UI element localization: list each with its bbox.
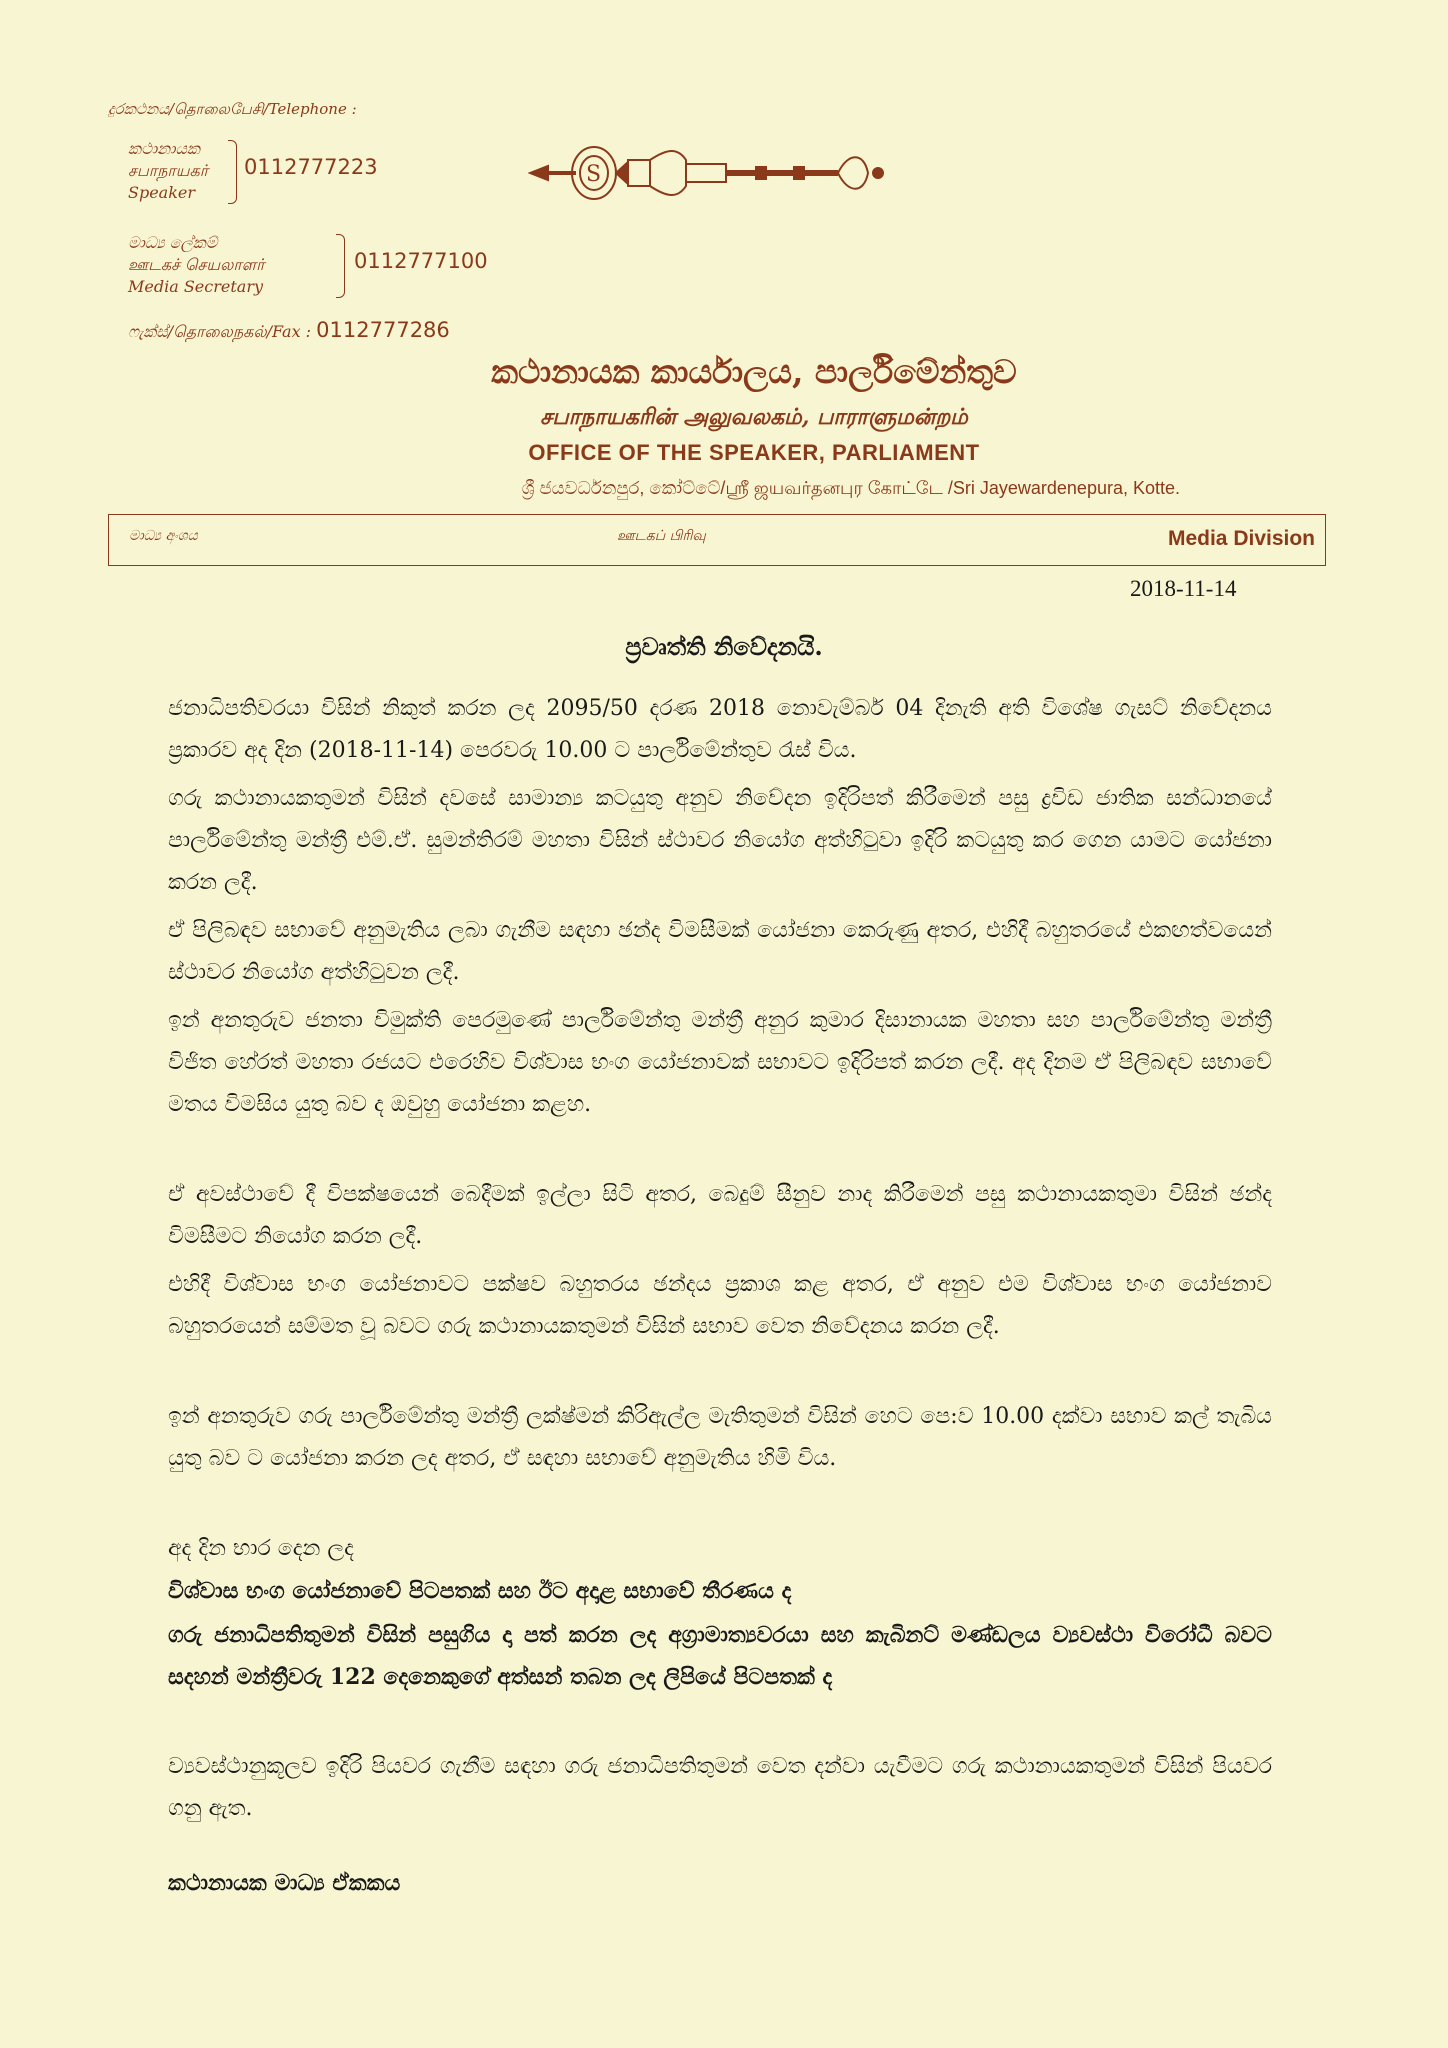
speaker-bracket [228, 140, 237, 204]
media-secretary-bracket [336, 234, 345, 298]
fax-label: ෆැක්ස්/தொலைநகல்/Fax : [128, 322, 312, 341]
speaker-label-si: කථානායක [128, 139, 200, 158]
speaker-contact [128, 138, 378, 204]
svg-text:S: S [586, 162, 602, 187]
document-title: ප්‍රවෘත්ති නිවේදනයි. [625, 632, 823, 661]
release-date: 2018-11-14 [1130, 576, 1237, 601]
media-division-box [108, 514, 1326, 566]
division-label-english: Media Division [1167, 527, 1315, 550]
paragraph-4: ඉන් අනතුරුව ජනතා විමුක්ති පෙරමුණේ පාර්ලිමේන්තු මන්ත්‍රී අනුර කුමාර දිසානායක මහතා සහ පාර්ලිමේන්තු මන්ත්‍රී විජිත හේරත් මහතා රජයට එරෙහිව විශ්වාස භංග යෝජනාවක් සභාවට ඉදිරිපත් කරන ලදී. අද දිනම ඒ පිලිබඳව සභාවේ මතය විමසිය යුතු බව ද ඔවුහු යෝජනා කළහ. [168, 1008, 1272, 1117]
handed-over-item-2: ගරු ජනාධිපතිතුමන් විසින් පසුගිය දා පත් කරන ලද අග්‍රාමාත්‍යවරයා සහ කැබිනට් මණ්ඩලය ව්‍යවස්ථා විරෝධී බවට සදහන් මන්ත්‍රීවරු 122 දෙනෙකුගේ අත්සන් තබන ලද ලිපියේ පිටපතක් ද [168, 1622, 1272, 1690]
handed-over-item-1: විශ්වාස භංග යෝජනාවේ පිටපතක් සහ ඊට අදාළ සභාවේ තීරණය ද [168, 1578, 792, 1604]
media-secretary-label-si: මාධ්‍ය ලේකම් [128, 233, 218, 252]
signoff: කථානායක මාධ්‍ය ඒකකය [168, 1870, 401, 1896]
paragraph-1: ජනාධිපතිවරයා විසින් නිකුත් කරන ලද 2095/50 දරණ 2018 නොවැම්බර් 04 දිනැති අති විශේෂ ගැසට් නිවේදනය ප්‍රකාරව අද දින (2018-11-14) පෙරවරු 10.00 ට පාර්ලිමේන්තුව රැස් විය. [168, 696, 1272, 763]
division-label-tamil: ஊடகப் பிரிவு [617, 528, 706, 544]
media-secretary-label-ta: ஊடகச் செயலாளர் [128, 255, 265, 274]
speaker-phone-number: 0112777223 [244, 155, 378, 179]
division-label-sinhala: මාධ්‍ය අංශය [129, 528, 198, 544]
paragraph-7: ඉන් අනතුරුව ගරු පාර්ලිමේන්තු මන්ත්‍රී ලක්ෂ්මන් කිරිඇල්ල මැතිතුමන් විසින් හෙට පෙ:ව 10.00 දක්වා සභාව කල් තැබිය යුතු බව ට යෝජනා කරන ලද අතර, ඒ සඳහා සභාවේ අනුමැතිය හිමි විය. [168, 1404, 1272, 1471]
telephone-label: දුරකථනය/தொலைபேசி/Telephone : [108, 100, 357, 118]
media-secretary-contact [128, 232, 488, 298]
paragraph-3: ඒ පිලිබඳව සභාවේ අනුමැතිය ලබා ගැනීම සඳහා ඡන්ද විමසීමක් යෝජනා කෙරුණු අතර, එහිදී බහුතරයේ එකඟත්වයෙන් ස්ථාවර නියෝග අත්හිටුවන ලදී. [168, 918, 1272, 985]
office-name-english: OFFICE OF THE SPEAKER, PARLIAMENT [528, 440, 980, 465]
speaker-label-en: Speaker [128, 183, 196, 202]
media-secretary-phone-number: 0112777100 [354, 249, 488, 273]
speaker-label-ta: சபாநாயகர் [128, 161, 209, 180]
fax-number: 0112777286 [316, 318, 450, 342]
office-address: ශ්‍රී ජයවර්ධනපුර, කෝට්ටේ/ஸ்ரீ ஜயவர்தனபுர கோட்டே /Sri Jayewardenepura, Kotte. [521, 478, 1180, 498]
media-secretary-label-en: Media Secretary [128, 277, 263, 296]
closing-paragraph: ව්‍යවස්ථානුකූලව ඉදිරි පියවර ගැනීම සඳහා ගරු ජනාධිපතිතුමන් වෙත දන්වා යැවීමට ගරු කථානායකතුමන් විසින් පියවර ගනු ඇත. [168, 1754, 1272, 1821]
mace-emblem-icon [528, 138, 884, 208]
paragraph-2: ගරු කථානායකතුමන් විසින් දවසේ සාමාන්‍ය කටයුතු අනුව නිවේදන ඉදිරිපත් කිරීමෙන් පසු ද්‍රවිඩ ජාතික සන්ධානයේ පාර්ලිමේන්තු මන්ත්‍රී එම්.ඒ. සුමන්තිරම් මහතා විසින් ස්ථාවර නියෝග අත්හිටුවා ඉදිරි කටයුතු කර ගෙන යාමට යෝජනා කරන ලදී. [168, 786, 1272, 895]
paragraph-5: ඒ අවස්ථාවේ දී විපක්ෂයෙන් බෙදීමක් ඉල්ලා සිටි අතර, බෙදුම් සීනුව නාද කිරීමෙන් පසු කථානායකතුමා විසින් ඡන්ද විමසීමට නියෝග කරන ලදී. [168, 1182, 1272, 1249]
office-name-tamil: சபாநாயகரின் அலுவலகம், பாராளுமன்றம் [540, 404, 968, 430]
handed-over-intro: අද දින භාර දෙන ලද [168, 1536, 354, 1561]
fax-line [128, 318, 450, 343]
paragraph-6: එහිදී විශ්වාස භංග යෝජනාවට පක්ෂව බහුතරය ඡන්දය ප්‍රකාශ කළ අතර, ඒ අනුව එම විශ්වාස භංග යෝජනාව බහුතරයෙන් සම්මත වූ බවට ගරු කථානායකතුමන් විසින් සභාව වෙත නිවේදනය කරන ලදී. [168, 1272, 1273, 1339]
office-name-sinhala: කථානායක කාර්යාලය, පාර්ලිමේන්තුව [491, 352, 1017, 391]
